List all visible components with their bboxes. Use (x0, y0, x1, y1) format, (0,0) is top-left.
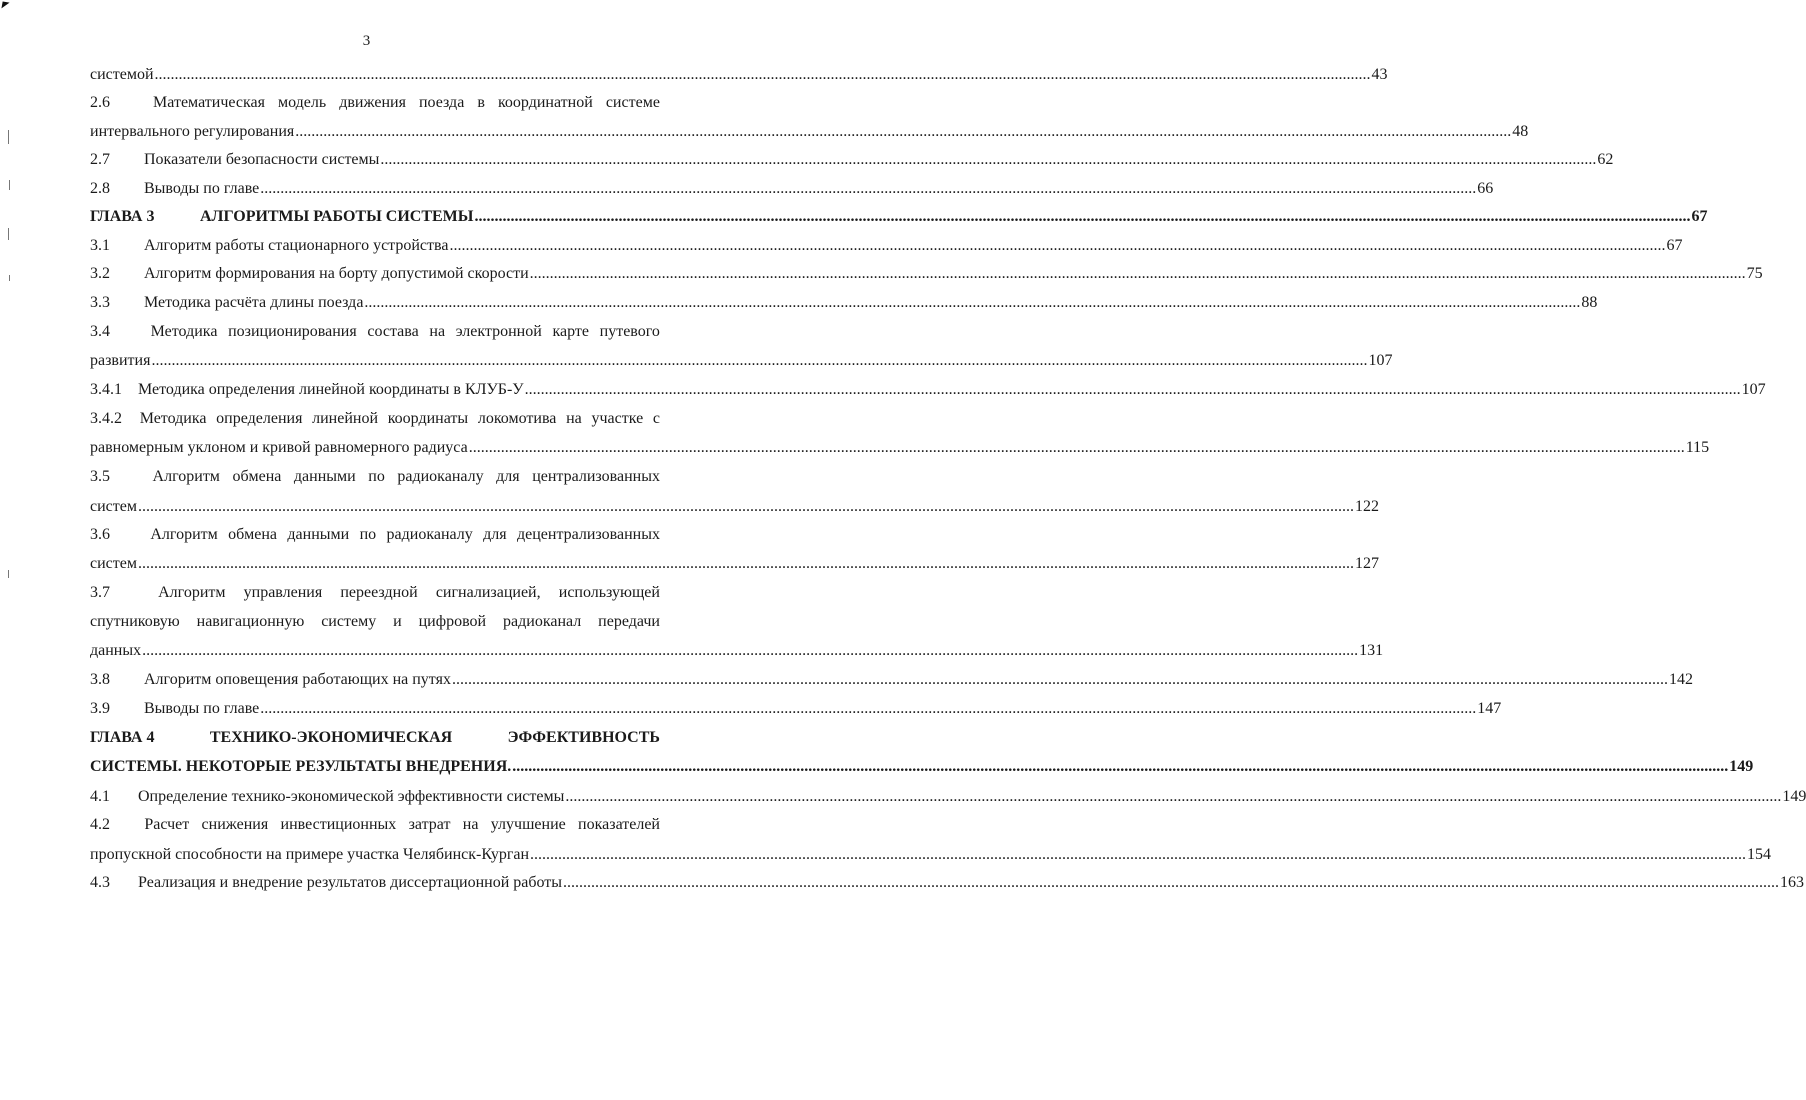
toc-number: 3.6 (90, 526, 110, 543)
toc-page-number: 67 (1666, 237, 1683, 254)
toc-number: 4.2 (90, 816, 110, 833)
toc-page-number: 43 (1371, 66, 1388, 83)
toc-number: 3.4.2 (90, 410, 122, 427)
dot-leader (138, 495, 1354, 519)
toc-page-number: 163 (1780, 874, 1805, 891)
page-number: 3 (362, 33, 371, 49)
toc-page-number: 88 (1581, 294, 1598, 311)
toc-page-number: 66 (1477, 180, 1494, 197)
toc-page-number: 48 (1512, 123, 1529, 140)
toc-page-number: 107 (1741, 381, 1766, 398)
toc-entry-3-7-line3: данных ..... 131 (90, 639, 660, 663)
toc-entry-3-9: 3.9 Выводы по главе ..... 147 (90, 697, 660, 721)
dot-leader (151, 349, 1367, 373)
dot-leader (469, 436, 1685, 460)
toc-entry-2-8: 2.8 Выводы по главе ..... 66 (90, 177, 660, 201)
dot-leader (155, 63, 1371, 87)
toc-entry-3-4-2-line1: 3.4.2 Методика определения линейной координаты локомотива на участке с (90, 407, 660, 431)
toc-page-number: 149 (1782, 788, 1806, 805)
toc-page-number: 67 (1691, 208, 1708, 225)
toc-chapter-4-line2: СИСТЕМЫ. НЕКОТОРЫЕ РЕЗУЛЬТАТЫ ВНЕДРЕНИЯ. ..... 149 (90, 755, 660, 779)
toc-entry-3-2: 3.2 Алгоритм формирования на борту допустимой скорости ..... 75 (90, 262, 660, 286)
toc-entry-3-3: 3.3 Методика расчёта длины поезда ..... 88 (90, 291, 660, 315)
toc-page-number: 127 (1354, 555, 1379, 572)
toc-entry-3-7-line1: 3.7 Алгоритм управления переездной сигнализацией, использующей (90, 581, 660, 605)
toc-page-number: 75 (1746, 265, 1763, 282)
dot-leader (449, 234, 1665, 258)
dot-leader (142, 639, 1358, 663)
dot-leader (452, 668, 1668, 692)
toc-page-number: 147 (1477, 700, 1502, 717)
dot-leader (512, 755, 1728, 779)
dot-leader (474, 205, 1690, 229)
dot-leader (563, 871, 1779, 895)
toc-page-number: 149 (1729, 758, 1754, 775)
toc-entry-3-8: 3.8 Алгоритм оповещения работающих на путях ..... 142 (90, 668, 660, 692)
dot-leader (364, 291, 1580, 315)
dot-leader (260, 697, 1476, 721)
toc-entry-4-2-line1: 4.2 Расчет снижения инвестиционных затрат на улучшение показателей (90, 813, 660, 837)
toc-chapter-4-line1: ГЛАВА 4 ТЕХНИКО-ЭКОНОМИЧЕСКАЯ ЭФФЕКТИВНОСТЬ (90, 729, 660, 746)
dot-leader (380, 148, 1596, 172)
toc-number: 3.5 (90, 468, 110, 485)
dot-leader (530, 843, 1746, 867)
toc-entry-3-5-line1: 3.5 Алгоритм обмена данными по радиоканалу для централизованных (90, 465, 660, 489)
toc-entry-continuation: системой ..... 43 (90, 63, 660, 87)
dot-leader (138, 552, 1354, 576)
toc-page-number: 122 (1354, 498, 1379, 515)
toc-number: 3.7 (90, 584, 110, 601)
toc-entry-3-4-line2: развития ..... 107 (90, 349, 660, 373)
toc-entry-3-5-line2: систем ..... 122 (90, 495, 660, 519)
toc-entry-4-1: 4.1 Определение технико-экономической эффективности системы ..... 149 (90, 785, 660, 809)
toc-page-number: 154 (1747, 846, 1772, 863)
dot-leader (260, 177, 1476, 201)
toc-chapter-3: ГЛАВА 3 АЛГОРИТМЫ РАБОТЫ СИСТЕМЫ ..... 67 (90, 205, 660, 229)
toc-page-number: 142 (1668, 671, 1693, 688)
toc-page-number: 115 (1685, 439, 1710, 456)
toc-entry-2-6-line1: 2.6 Математическая модель движения поезда в координатной системе (90, 91, 660, 115)
dot-leader (565, 785, 1781, 809)
toc-entry-3-4-1: 3.4.1 Методика определения линейной координаты в КЛУБ-У ..... 107 (90, 378, 660, 402)
toc-entry-3-6-line1: 3.6 Алгоритм обмена данными по радиоканалу для децентрализованных (90, 523, 660, 547)
dot-leader (525, 378, 1741, 402)
toc-page-number: 62 (1597, 151, 1614, 168)
toc-number: 3.4 (90, 323, 110, 340)
toc-page-number: 131 (1359, 642, 1384, 659)
toc-entry-3-7-line2: спутниковую навигационную систему и цифровой радиоканал передачи (90, 613, 660, 630)
toc-entry-3-4-2-line2: равномерным уклоном и кривой равномерного радиуса ..... 115 (90, 436, 660, 460)
toc-entry-3-1: 3.1 Алгоритм работы стационарного устройства ..... 67 (90, 234, 660, 258)
toc-entry-2-6-line2: интервального регулирования ..... 48 (90, 120, 660, 144)
toc-entry-3-4-line1: 3.4 Методика позиционирования состава на электронной карте путевого (90, 320, 660, 344)
toc-entry-3-6-line2: систем ..... 127 (90, 552, 660, 576)
toc-page-number: 107 (1368, 352, 1393, 369)
toc-entry-4-3: 4.3 Реализация и внедрение результатов диссертационной работы ..... 163 (90, 871, 660, 895)
dot-leader (530, 262, 1746, 286)
toc-entry-2-7: 2.7 Показатели безопасности системы ..... 62 (90, 148, 660, 172)
toc-entry-4-2-line2: пропускной способности на примере участка Челябинск-Курган ..... 154 (90, 843, 660, 867)
toc-number: 2.6 (90, 94, 110, 111)
dot-leader (295, 120, 1511, 144)
